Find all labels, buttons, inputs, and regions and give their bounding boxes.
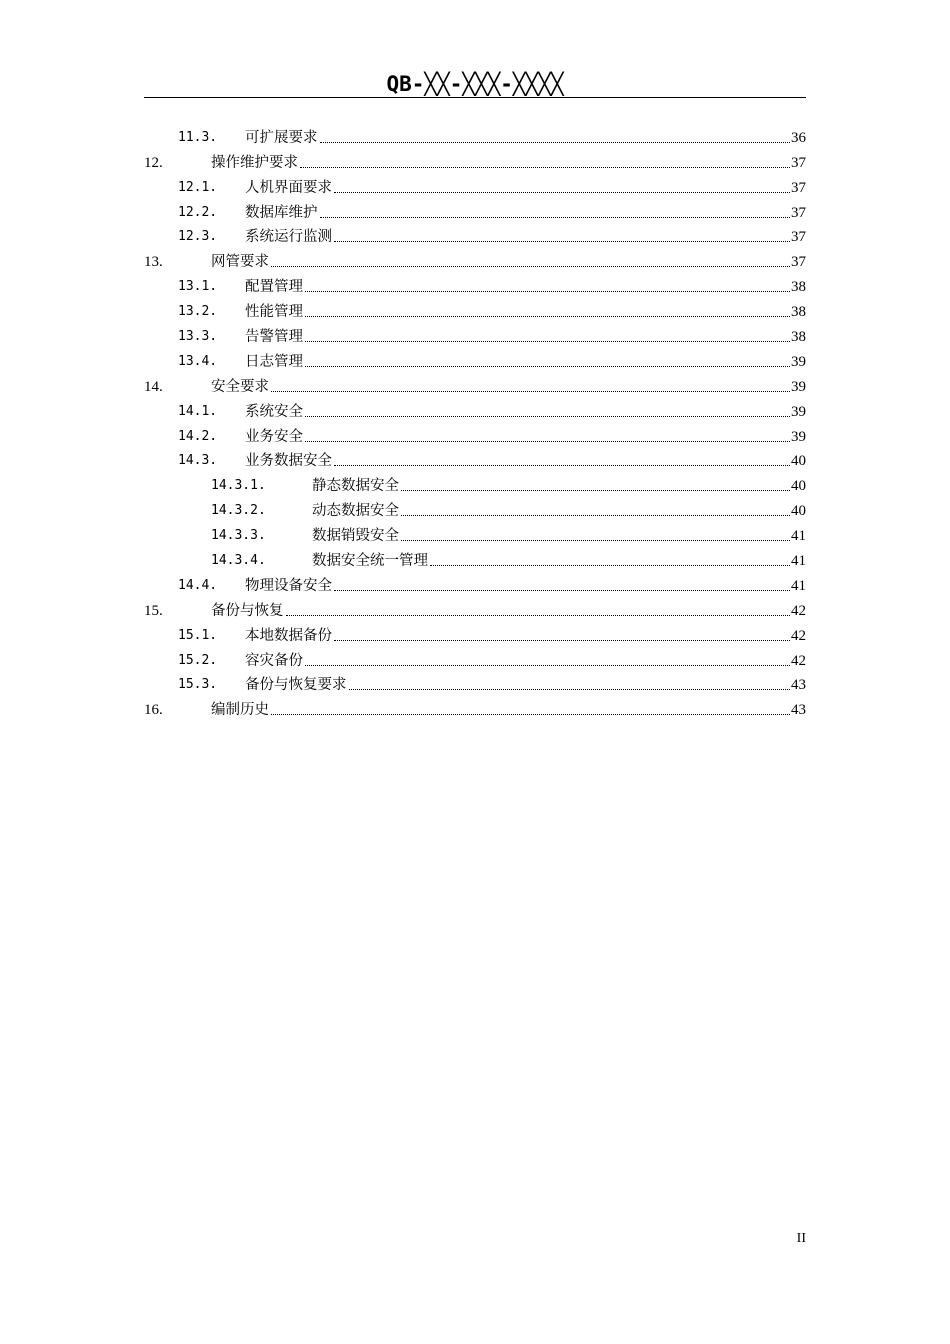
- toc-entry-page: 40: [791, 478, 806, 495]
- toc-entry-number: 14.4.: [178, 577, 218, 593]
- toc-entry-number: 14.: [144, 378, 163, 395]
- toc-dot-leader: [349, 688, 791, 690]
- toc-entry-title: 人机界面要求: [245, 179, 332, 196]
- toc-entry-page: 42: [791, 602, 806, 619]
- toc-entry-page: 39: [791, 428, 806, 445]
- toc-dot-leader: [271, 265, 790, 267]
- toc-entry-number: 15.3.: [178, 677, 218, 693]
- toc-entry-title: 配置管理: [245, 279, 303, 296]
- toc-entry[interactable]: [144, 125, 806, 150]
- toc-entry[interactable]: [144, 349, 806, 374]
- toc-dot-leader: [300, 166, 790, 168]
- toc-entry-page: 38: [791, 279, 806, 296]
- toc-entry-page: 38: [791, 304, 806, 321]
- toc-entry-number: 13.2.: [178, 304, 218, 320]
- toc-entry-page: 37: [791, 179, 806, 196]
- toc-entry-number: 14.3.2.: [211, 503, 266, 519]
- toc-dot-leader: [430, 564, 790, 566]
- toc-entry-number: 12.: [144, 154, 163, 171]
- toc-entry-page: 42: [791, 652, 806, 669]
- toc-entry-number: 13.4.: [178, 353, 218, 369]
- toc-entry-title: 网管要求: [211, 254, 269, 271]
- toc-dot-leader: [305, 315, 790, 317]
- toc-entry-title: 安全要求: [211, 378, 269, 395]
- toc-entry[interactable]: [144, 299, 806, 324]
- toc-entry-title: 数据销毁安全: [312, 528, 399, 545]
- toc-entry-page: 40: [791, 453, 806, 470]
- toc-dot-leader: [305, 340, 790, 342]
- toc-entry-page: 41: [791, 528, 806, 545]
- toc-entry[interactable]: [144, 573, 806, 598]
- toc-entry-title: 操作维护要求: [211, 154, 298, 171]
- toc-entry-page: 37: [791, 254, 806, 271]
- toc-entry[interactable]: [144, 200, 806, 225]
- toc-entry-page: 38: [791, 329, 806, 346]
- toc-entry[interactable]: [144, 324, 806, 349]
- toc-entry-title: 系统安全: [245, 403, 303, 420]
- toc-entry-number: 12.1.: [178, 179, 218, 195]
- toc-entry[interactable]: [144, 623, 806, 648]
- toc-entry[interactable]: [144, 175, 806, 200]
- toc-entry-page: 39: [791, 403, 806, 420]
- toc-dot-leader: [334, 464, 790, 466]
- toc-dot-leader: [305, 664, 790, 666]
- toc-dot-leader: [334, 240, 790, 242]
- toc-dot-leader: [305, 415, 790, 417]
- toc-entry-number: 14.3.: [178, 453, 218, 469]
- toc-entry-number: 12.2.: [178, 204, 218, 220]
- toc-dot-leader: [271, 713, 790, 715]
- toc-entry-title: 容灾备份: [245, 652, 303, 669]
- toc-entry-page: 39: [791, 353, 806, 370]
- toc-dot-leader: [320, 141, 791, 143]
- toc-entry[interactable]: [144, 498, 806, 523]
- toc-entry[interactable]: [144, 249, 806, 274]
- toc-entry-title: 告警管理: [245, 329, 303, 346]
- toc-entry-title: 业务数据安全: [245, 453, 332, 470]
- toc-entry-title: 本地数据备份: [245, 627, 332, 644]
- toc-dot-leader: [334, 191, 790, 193]
- toc-dot-leader: [401, 514, 790, 516]
- toc-entry-title: 动态数据安全: [312, 503, 399, 520]
- table-of-contents: [144, 125, 806, 722]
- toc-entry-number: 14.3.1.: [211, 478, 266, 494]
- footer-page-number: II: [796, 1231, 806, 1246]
- toc-entry-page: 41: [791, 577, 806, 594]
- toc-entry[interactable]: [144, 449, 806, 474]
- toc-entry-number: 13.3.: [178, 329, 218, 345]
- toc-dot-leader: [305, 290, 790, 292]
- toc-entry-number: 14.1.: [178, 403, 218, 419]
- toc-dot-leader: [271, 390, 790, 392]
- toc-entry[interactable]: [144, 697, 806, 722]
- toc-entry-page: 36: [791, 129, 806, 146]
- toc-entry[interactable]: [144, 150, 806, 175]
- toc-entry[interactable]: [144, 399, 806, 424]
- toc-entry-number: 13.: [144, 254, 163, 271]
- toc-entry-title: 性能管理: [245, 304, 303, 321]
- toc-dot-leader: [305, 440, 790, 442]
- toc-entry[interactable]: [144, 598, 806, 623]
- toc-entry-number: 15.2.: [178, 652, 218, 668]
- toc-entry-page: 37: [791, 204, 806, 221]
- toc-entry-number: 14.3.4.: [211, 553, 266, 569]
- toc-entry-number: 15.: [144, 602, 163, 619]
- toc-entry-number: 16.: [144, 702, 163, 719]
- toc-dot-leader: [401, 539, 790, 541]
- toc-entry-title: 备份与恢复要求: [245, 677, 347, 694]
- toc-entry[interactable]: [144, 548, 806, 573]
- toc-dot-leader: [334, 639, 790, 641]
- toc-entry-title: 数据库维护: [245, 204, 318, 221]
- toc-dot-leader: [334, 589, 790, 591]
- toc-entry-number: 15.1.: [178, 627, 218, 643]
- page-header: [144, 66, 806, 98]
- toc-entry[interactable]: [144, 648, 806, 673]
- toc-entry[interactable]: [144, 473, 806, 498]
- toc-entry-title: 可扩展要求: [245, 129, 318, 146]
- toc-entry-title: 系统运行监测: [245, 229, 332, 246]
- toc-entry-title: 备份与恢复: [211, 602, 284, 619]
- toc-dot-leader: [401, 489, 790, 491]
- toc-entry-page: 41: [791, 553, 806, 570]
- toc-entry-page: 43: [791, 677, 806, 694]
- toc-entry-title: 日志管理: [245, 353, 303, 370]
- toc-entry-number: 14.2.: [178, 428, 218, 444]
- toc-entry-page: 39: [791, 378, 806, 395]
- toc-entry-page: 37: [791, 154, 806, 171]
- toc-dot-leader: [286, 614, 791, 616]
- toc-dot-leader: [305, 365, 790, 367]
- document-code: QB-╳╳-╳╳╳-╳╳╳╳: [386, 72, 564, 96]
- toc-entry[interactable]: [144, 523, 806, 548]
- toc-entry-number: 11.3.: [178, 129, 218, 145]
- toc-entry[interactable]: [144, 225, 806, 250]
- toc-entry-number: 12.3.: [178, 229, 218, 245]
- toc-entry-title: 业务安全: [245, 428, 303, 445]
- toc-entry[interactable]: [144, 673, 806, 698]
- toc-entry-number: 14.3.3.: [211, 528, 266, 544]
- toc-entry[interactable]: [144, 274, 806, 299]
- toc-dot-leader: [320, 216, 791, 218]
- toc-entry-title: 数据安全统一管理: [312, 553, 428, 570]
- toc-entry-page: 40: [791, 503, 806, 520]
- toc-entry-title: 物理设备安全: [245, 577, 332, 594]
- toc-entry-page: 37: [791, 229, 806, 246]
- toc-entry-title: 静态数据安全: [312, 478, 399, 495]
- toc-entry[interactable]: [144, 424, 806, 449]
- toc-entry-number: 13.1.: [178, 279, 218, 295]
- toc-entry-page: 43: [791, 702, 806, 719]
- toc-entry-title: 编制历史: [211, 702, 269, 719]
- toc-entry-page: 42: [791, 627, 806, 644]
- toc-entry[interactable]: [144, 374, 806, 399]
